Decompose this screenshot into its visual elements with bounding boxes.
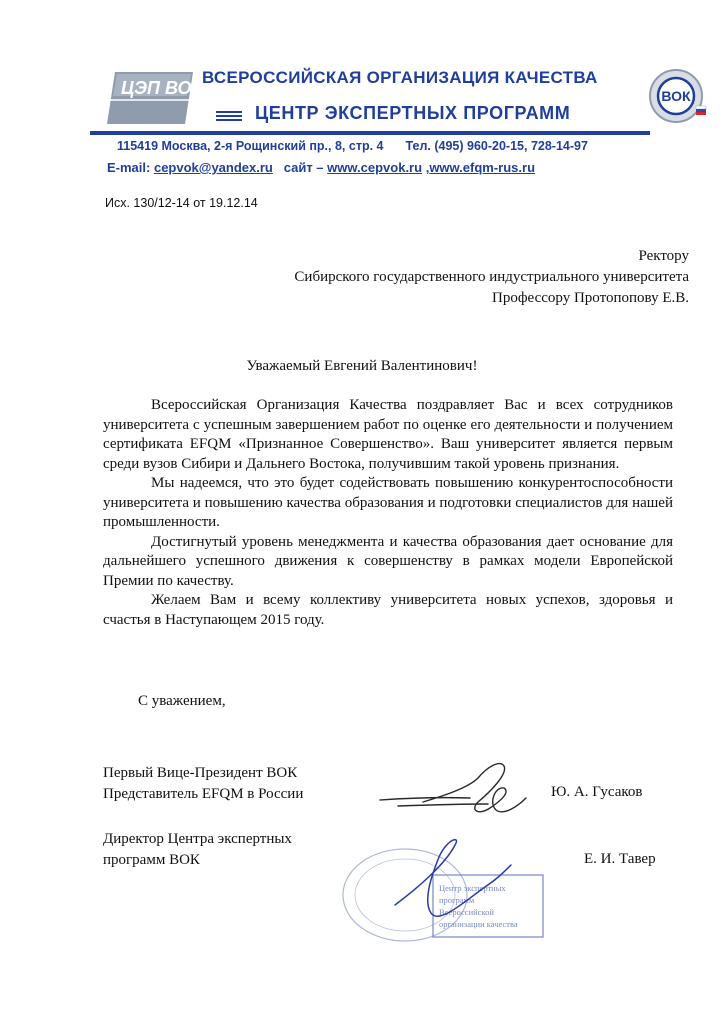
salutation: Уважаемый Евгений Валентинович! <box>246 358 478 374</box>
site-label: сайт – <box>283 160 324 175</box>
signatory-title-line: программ ВОК <box>103 852 200 868</box>
signatory-1-title <box>103 763 303 805</box>
recipient-block <box>294 246 689 309</box>
organization-stamp <box>335 835 580 945</box>
recipient-line: Ректору <box>638 248 689 264</box>
body-paragraph: Мы надеемся, что это будет содействовать повышению конкурентоспособности университета и повышению качества образования и подготовки специалистов для нашей промышленности. <box>103 475 673 530</box>
emblem-text: ВОК <box>661 88 691 104</box>
center-name: ЦЕНТР ЭКСПЕРТНЫХ ПРОГРАММ <box>255 103 571 123</box>
email-label: E-mail: <box>107 160 151 175</box>
body-paragraph: Всероссийская Организация Качества поздравляет Вас и всех сотрудников университета с успешным завершением работ по оценке его деятельности и получением сертификата EFQM «Признанное Совершенство». Ваш университет является первым среди вузов Сибири и Дальнего Востока, получившим такой уровень признания. <box>103 397 673 472</box>
recipient-line: Сибирского государственного индустриального университета <box>294 269 689 285</box>
address-line <box>117 139 588 153</box>
signatory-title-line: Директор Центра экспертных <box>103 831 292 847</box>
site-link-efqm[interactable]: www.efqm-rus.ru <box>429 160 536 175</box>
email-link[interactable]: cepvok@yandex.ru <box>153 160 273 175</box>
handwritten-signature-1 <box>378 758 543 828</box>
signatory-2-name: Е. И. Тавер <box>584 851 656 867</box>
letter-body <box>103 396 673 630</box>
svg-text:Всероссийской: Всероссийской <box>439 907 494 917</box>
closing-regards: С уважением, <box>138 693 226 709</box>
vok-emblem-logo <box>648 68 708 126</box>
organization-name: ВСЕРОССИЙСКАЯ ОРГАНИЗАЦИЯ КАЧЕСТВА <box>202 68 598 87</box>
svg-text:организации качества: организации качества <box>439 919 518 929</box>
svg-text:программ: программ <box>439 895 475 905</box>
site-link-cepvok[interactable]: www.cepvok.ru <box>327 160 423 175</box>
outgoing-number: Исх. 130/12-14 от 19.12.14 <box>105 196 258 210</box>
body-paragraph: Желаем Вам и всему коллективу университета новых успехов, здоровья и счастья в Наступающем 2015 году. <box>103 592 673 628</box>
recipient-line: Профессору Протопопову Е.В. <box>492 290 689 306</box>
address: 115419 Москва, 2-я Рощинский пр., 8, стр. 4 <box>117 139 384 153</box>
signatory-title-line: Представитель EFQM в России <box>103 786 304 802</box>
header-rule <box>90 131 650 135</box>
signatory-2-title <box>103 829 292 871</box>
contacts-line <box>107 160 535 175</box>
svg-text:Центр экспертных: Центр экспертных <box>439 883 506 893</box>
cep-vok-logo <box>105 70 195 126</box>
phone: Тел. (495) 960-20-15, 728-14-97 <box>405 139 588 153</box>
signatory-title-line: Первый Вице-Президент ВОК <box>103 765 298 781</box>
double-line-icon <box>216 109 242 121</box>
signatory-1-name: Ю. А. Гусаков <box>551 784 643 800</box>
site-separator: , <box>425 160 430 175</box>
body-paragraph: Достигнутый уровень менеджмента и качества образования дает основание для дальнейшего успешного движения к совершенству в рамках модели Европейской Премии по качеству. <box>103 533 673 589</box>
logo-text-top: ЦЭП ВОК <box>121 78 195 98</box>
